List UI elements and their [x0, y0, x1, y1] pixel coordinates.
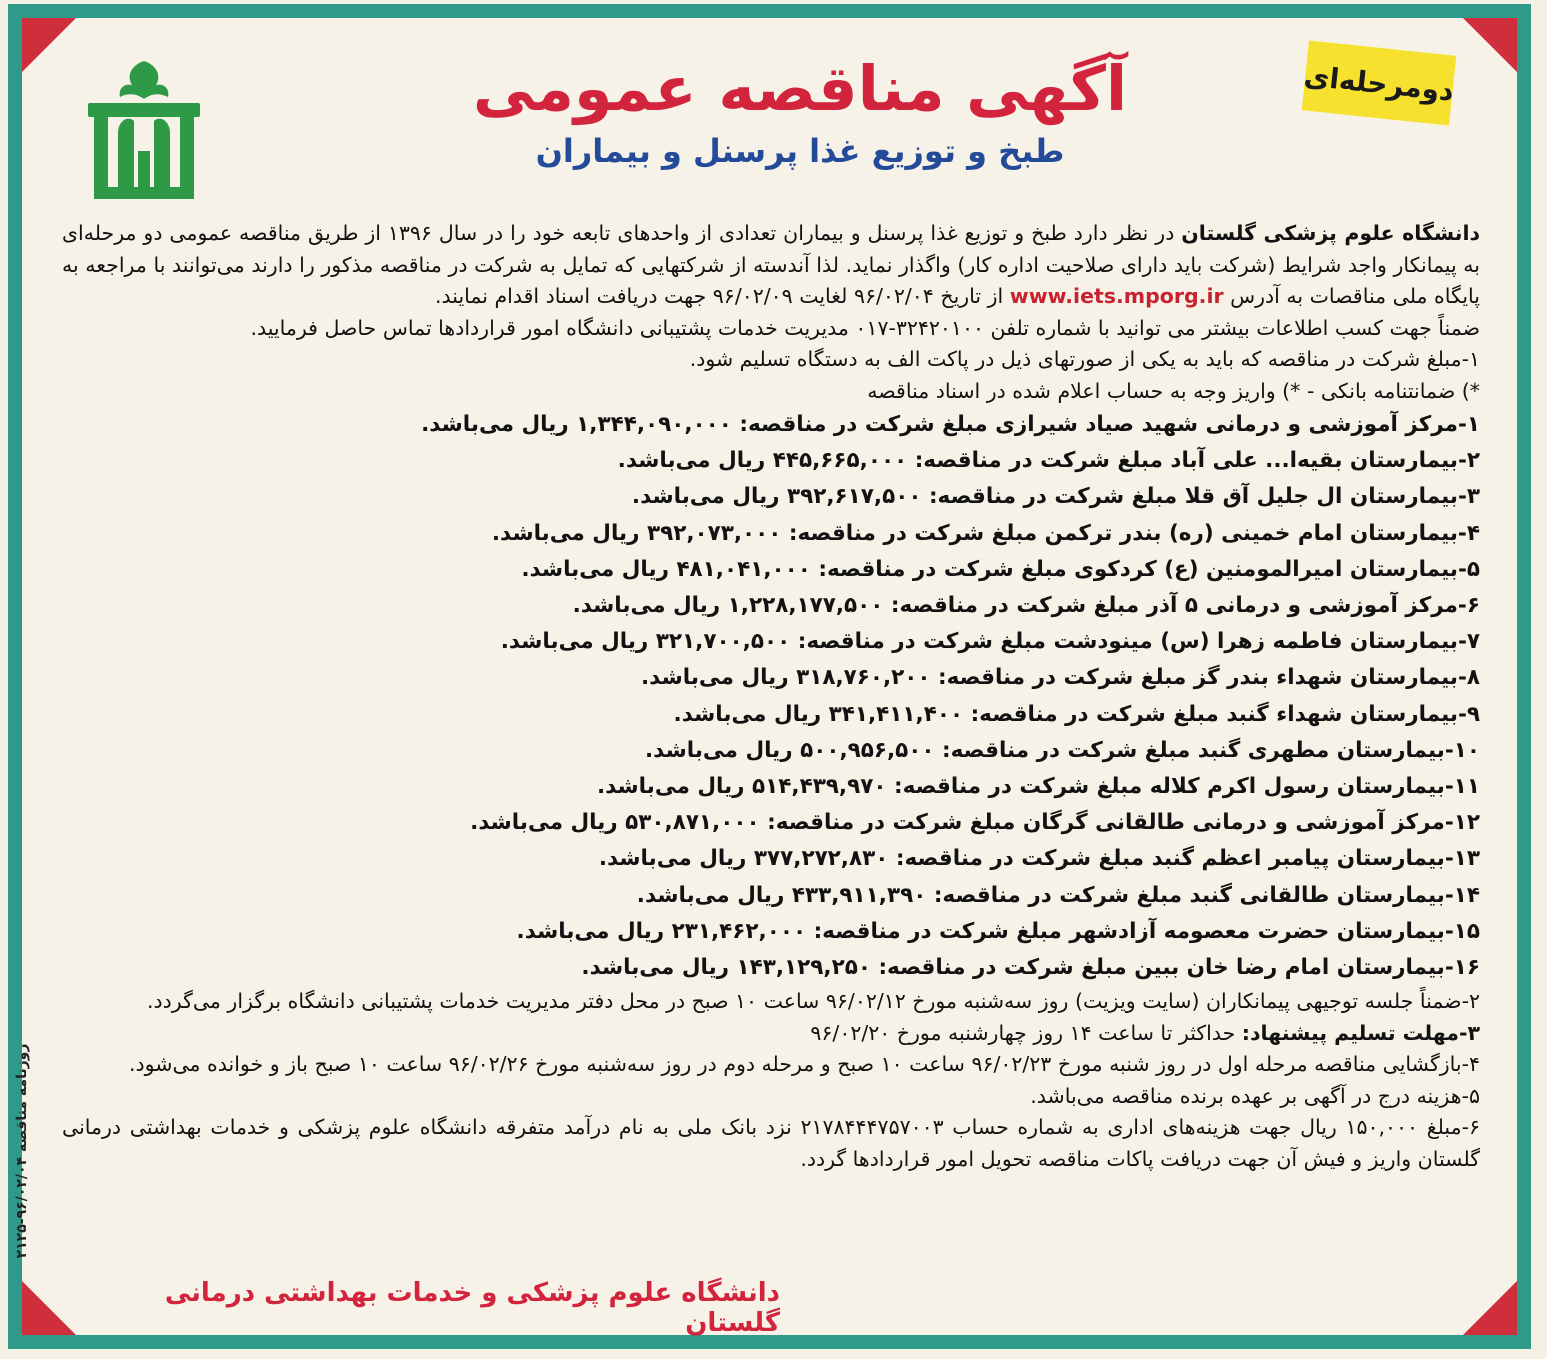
hospital-list	[62, 407, 1480, 986]
list-item: ۶-مرکز آموزشی و درمانی ۵ آذر مبلغ شرکت در مناقصه: ۱,۲۲۸,۱۷۷,۵۰۰ ریال می‌باشد.	[572, 593, 1480, 619]
contact-paragraph: ضمناً جهت کسب اطلاعات بیشتر می توانید با شماره تلفن ۳۲۴۲۰۱۰۰-۰۱۷ مدیریت خدمات پشتیبانی دانشگاه امور قراردادها تماس حاصل فرمایید.	[250, 315, 1480, 340]
ad-body	[62, 218, 1480, 1175]
deadline-value: حداکثر تا ساعت ۱۴ روز چهارشنبه مورخ ۹۶/۰۲/۲۰	[810, 1020, 1242, 1045]
list-item: ۴-بیمارستان امام خمینی (ره) بندر ترکمن مبلغ شرکت در مناقصه: ۳۹۲,۰۷۳,۰۰۰ ریال می‌باشد.	[491, 520, 1480, 546]
clause-6: ۶-مبلغ ۱۵۰,۰۰۰ ریال جهت هزینه‌های اداری به شماره حساب ۲۱۷۸۴۴۴۷۵۷۰۰۳ نزد بانک ملی به نام درآمد متفرقه دانشگاه علوم پزشکی و خدمات بهداشتی درمانی گلستان واریز و فیش آن جهت دریافت پاکات مناقصه تحویل امور قراردادها گردد.	[62, 1115, 1481, 1171]
intro-paragraph	[62, 218, 1480, 313]
clause-1: ۱-مبلغ شرکت در مناقصه که باید به یکی از صورتهای ذیل در پاکت الف به دستگاه تسلیم شود.	[689, 347, 1480, 371]
two-stage-badge: دومرحله‌ای	[1302, 40, 1457, 125]
list-item: ۱۲-مرکز آموزشی و درمانی طالقانی گرگان مبلغ شرکت در مناقصه: ۵۳۰,۸۷۱,۰۰۰ ریال می‌باشد.	[470, 810, 1480, 836]
page-subtitle: طبخ و توزیع غذا پرسنل و بیماران	[535, 132, 1065, 170]
list-item: ۸-بیمارستان شهداء بندر گز مبلغ شرکت در مناقصه: ۳۱۸,۷۶۰,۲۰۰ ریال می‌باشد.	[641, 665, 1480, 691]
list-item: ۹-بیمارستان شهداء گنبد مبلغ شرکت در مناقصه: ۳۴۱,۴۱۱,۴۰۰ ریال می‌باشد.	[673, 701, 1480, 727]
corner-ornament	[22, 1281, 76, 1335]
list-item: ۱۰-بیمارستان مطهری گنبد مبلغ شرکت در مناقصه: ۵۰۰,۹۵۶,۵۰۰ ریال می‌باشد.	[645, 737, 1480, 763]
intro-dates: از تاریخ ۹۶/۰۲/۰۴ لغایت ۹۶/۰۲/۰۹ جهت دریافت اسناد اقدام نمایند.	[435, 284, 1010, 308]
list-item: ۱۱-بیمارستان رسول اکرم کلاله مبلغ شرکت در مناقصه: ۵۱۴,۴۳۹,۹۷۰ ریال می‌باشد.	[596, 774, 1480, 800]
list-item: ۱۶-بیمارستان امام رضا خان ببین مبلغ شرکت در مناقصه: ۱۴۳,۱۲۹,۲۵۰ ریال می‌باشد.	[581, 955, 1480, 981]
list-item: ۱-مرکز آموزشی و درمانی شهید صیاد شیرازی مبلغ شرکت در مناقصه: ۱,۳۴۴,۰۹۰,۰۰۰ ریال می‌باشد.	[421, 412, 1480, 437]
tender-website-link[interactable]: www.iets.mporg.ir	[1009, 284, 1224, 308]
clause-3	[62, 1018, 1480, 1050]
corner-ornament	[1463, 18, 1517, 72]
org-name: دانشگاه علوم پزشکی گلستان	[1181, 221, 1481, 245]
list-item: ۷-بیمارستان فاطمه زهرا (س) مینودشت مبلغ شرکت در مناقصه: ۳۲۱,۷۰۰,۵۰۰ ریال می‌باشد.	[500, 629, 1480, 655]
corner-ornament	[1463, 1281, 1517, 1335]
clause-5: ۵-هزینه درج در آگهی بر عهده برنده مناقصه می‌باشد.	[1030, 1083, 1480, 1108]
footer-signature: دانشگاه علوم پزشکی و خدمات بهداشتی درمانی گلستان	[164, 1278, 780, 1338]
page-title: آگهی مناقصه عمومی	[472, 52, 1128, 125]
corner-ornament	[22, 18, 76, 72]
intro-text: در نظر دارد طبخ و توزیع غذا پرسنل و بیماران تعدادی از واحدهای تابعه خود را در سال ۱۳۹۶ از طریق مناقصه عمومی دو مرحله‌ای به پیمانکار واجد شرایط (شرکت باید دارای صلاحیت اداره کار) واگذار نماید. لذا آندسته از شرکتهایی که تمایل به شرکت در مناقصه مذکور را دارند می‌توانند با مراجعه به پایگاه ملی مناقصات به آدرس	[62, 221, 1480, 308]
clause-4: ۴-بازگشایی مناقصه مرحله اول در روز شنبه مورخ ۹۶/۰۲/۲۳ ساعت ۱۰ صبح و مرحله دوم در روز سه‌شنبه مورخ ۹۶/۰۲/۲۶ ساعت ۱۰ صبح باز و خوانده می‌شود.	[129, 1052, 1480, 1077]
university-logo-icon	[80, 55, 208, 205]
list-item: ۱۳-بیمارستان پیامبر اعظم گنبد مبلغ شرکت در مناقصه: ۳۷۷,۲۷۲,۸۳۰ ریال می‌باشد.	[598, 846, 1480, 872]
clause-1-options: *) ضمانتنامه بانکی - *) واریز وجه به حساب اعلام شده در اسناد مناقصه	[867, 378, 1480, 403]
deadline-label: ۳-مهلت تسلیم پیشنهاد:	[1241, 1020, 1480, 1045]
list-item: ۲-بیمارستان بقیه‌ا... علی آباد مبلغ شرکت در مناقصه: ۴۴۵,۶۶۵,۰۰۰ ریال می‌باشد.	[617, 448, 1480, 474]
list-item: ۱۵-بیمارستان حضرت معصومه آزادشهر مبلغ شرکت در مناقصه: ۲۳۱,۴۶۲,۰۰۰ ریال می‌باشد.	[516, 918, 1480, 944]
list-item: ۳-بیمارستان ال جلیل آق قلا مبلغ شرکت در مناقصه: ۳۹۲,۶۱۷,۵۰۰ ریال می‌باشد.	[631, 484, 1480, 510]
list-item: ۱۴-بیمارستان طالقانی گنبد مبلغ شرکت در مناقصه: ۴۳۳,۹۱۱,۳۹۰ ریال می‌باشد.	[636, 882, 1480, 908]
newspaper-sidenote: روزنامه مناقصه ۹۶/۰۲/۰۴-۲۱۲۵	[14, 1043, 30, 1259]
clause-2: ۲-ضمناً جلسه توجیهی پیمانکاران (سایت ویزیت) روز سه‌شنبه مورخ ۹۶/۰۲/۱۲ ساعت ۱۰ صبح در محل دفتر مدیریت خدمات پشتیبانی دانشگاه برگزار می‌گردد.	[146, 989, 1480, 1014]
list-item: ۵-بیمارستان امیرالمومنین (ع) کردکوی مبلغ شرکت در مناقصه: ۴۸۱,۰۴۱,۰۰۰ ریال می‌باشد.	[521, 556, 1480, 582]
